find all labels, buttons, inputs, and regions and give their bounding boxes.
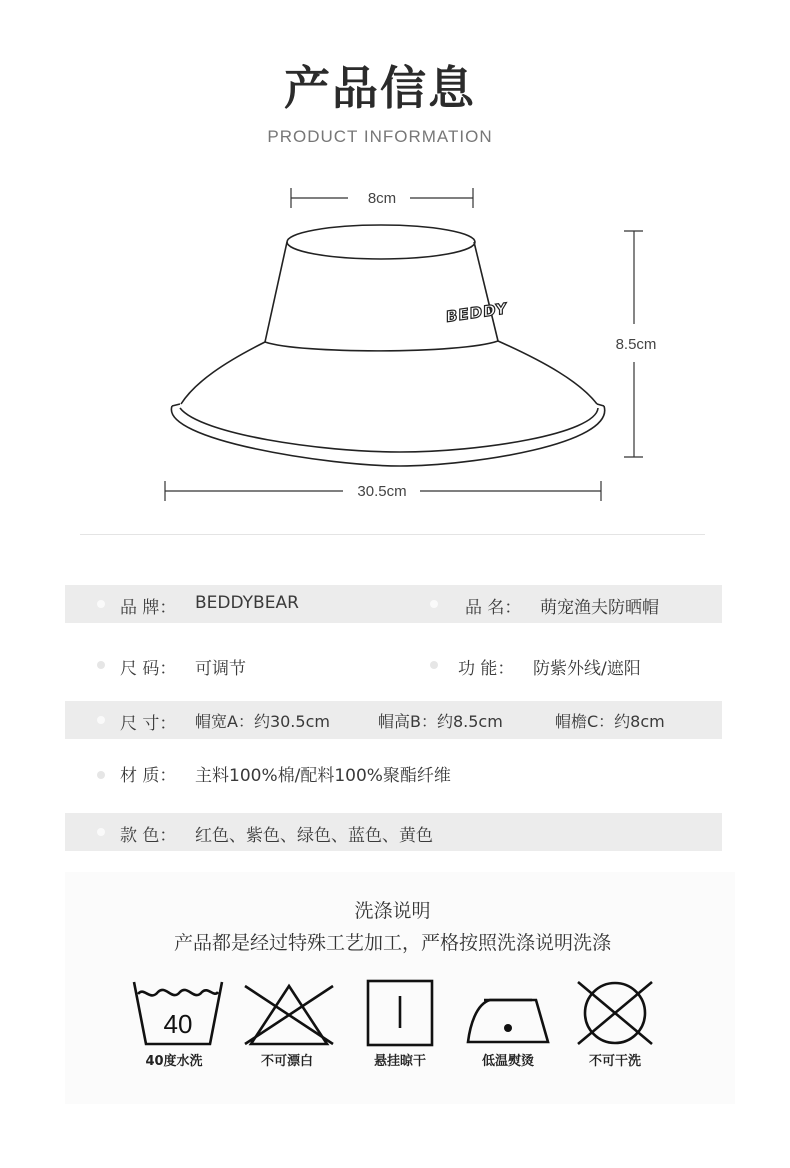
brim-width-label: 30.5cm: [357, 483, 407, 500]
no-bleach-label: 不可漂白: [260, 1054, 313, 1069]
bullet-dot: [430, 600, 438, 608]
wash-40-label: 40度水洗: [145, 1054, 203, 1069]
top-width-label: 8cm: [367, 190, 397, 207]
bullet-dot: [97, 716, 105, 724]
page-subtitle: PRODUCT INFORMATION: [267, 127, 493, 146]
care-title: 洗涤说明: [354, 900, 431, 922]
care-note: 产品都是经过特殊工艺加工，严格按照洗涤说明洗涤: [173, 932, 611, 954]
hat-outline: [171, 225, 604, 466]
low-iron-label: 低温熨烫: [481, 1054, 534, 1069]
brand-print-text: BEDDY: [446, 299, 508, 326]
function-value: 防紫外线/遮阳: [533, 659, 641, 679]
height-label: 8.5cm: [615, 336, 657, 353]
size-label: 尺 码：: [120, 659, 177, 679]
dims-brim: 帽檐C：约8cm: [555, 712, 665, 731]
material-label: 材 质：: [120, 766, 177, 786]
bullet-dot: [97, 771, 105, 779]
bullet-dot: [430, 661, 438, 669]
spec-row-material: [65, 753, 722, 791]
hat-diagram: [0, 170, 790, 520]
color-value: 红色、紫色、绿色、蓝色、黄色: [195, 826, 433, 846]
brand-print: [446, 299, 507, 326]
brand-value: BEDDYBEAR: [195, 593, 299, 613]
dims-height: 帽高B：约8.5cm: [378, 712, 503, 731]
no-dry-clean-icon: [574, 978, 656, 1048]
bullet-dot: [97, 828, 105, 836]
function-label: 功 能：: [458, 659, 515, 679]
spec-row-colors: [65, 813, 722, 851]
wash-40-icon: [130, 978, 226, 1048]
material-value: 主料100%棉/配料100%聚酯纤维: [195, 766, 451, 786]
spec-row-brand: [65, 585, 722, 623]
bullet-dot: [97, 661, 105, 669]
page-title: 产品信息: [284, 61, 476, 115]
name-label: 品 名：: [465, 598, 522, 618]
name-value: 萌宠渔夫防晒帽: [540, 598, 659, 618]
low-iron-icon: [462, 978, 554, 1048]
spec-row-dimensions: [65, 701, 722, 739]
size-value: 可调节: [195, 659, 246, 679]
hang-dry-label: 悬挂晾干: [373, 1054, 426, 1069]
hang-dry-icon: [362, 978, 438, 1048]
dims-label: 尺 寸：: [120, 714, 177, 734]
section-divider: [80, 534, 705, 535]
brand-label: 品 牌：: [120, 598, 177, 618]
no-dry-clean-label: 不可干洗: [588, 1054, 641, 1069]
color-label: 款 色：: [120, 826, 177, 846]
dims-width: 帽宽A：约30.5cm: [195, 712, 330, 731]
no-bleach-icon: [241, 978, 337, 1048]
bullet-dot: [97, 600, 105, 608]
wash-temp: 40: [163, 1009, 193, 1039]
spec-row-size: [65, 646, 722, 684]
